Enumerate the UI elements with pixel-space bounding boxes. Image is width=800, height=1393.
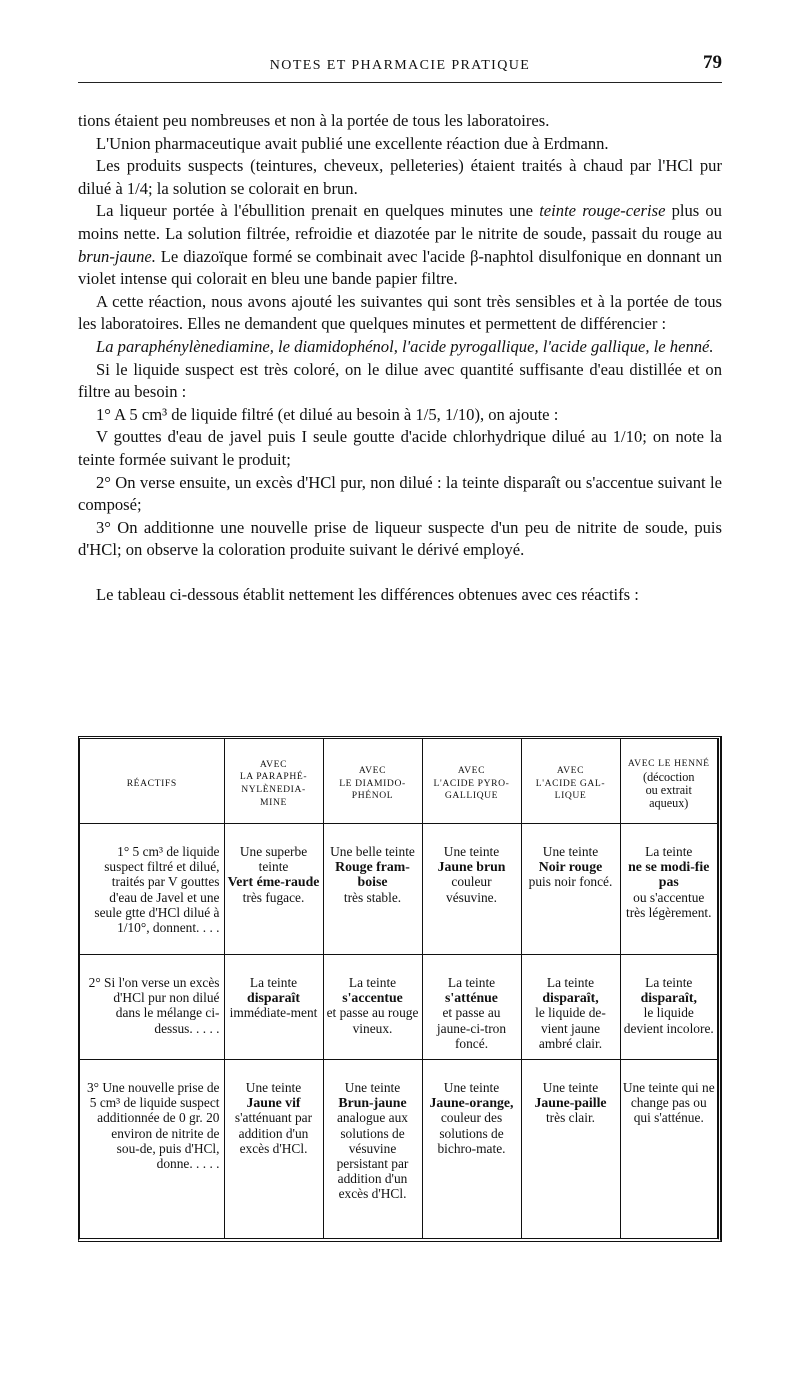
cell-gallique: Une teinte Noir rouge puis noir foncé. [521, 824, 620, 955]
reactifs-table [78, 736, 722, 1242]
cell-ppd: Une superbe teinte Vert éme-raude très fugace. [224, 824, 323, 955]
cell-henne: La teinte disparaît, le liquide devient incolore. [620, 955, 717, 1060]
cell-ppd: La teinte disparaît immédiate-ment [224, 955, 323, 1060]
header-diamidophenol: AVEC LE DIAMIDO- PHÉNOL [323, 739, 422, 824]
table-row [80, 955, 717, 1060]
cell-gallique: La teinte disparaît, le liquide de-vient jaune ambré clair. [521, 955, 620, 1060]
cell-pyrogallique: La teinte s'atténue et passe au jaune-ci-tron foncé. [422, 955, 521, 1060]
cell-pyrogallique: Une teinte Jaune-orange, couleur des solutions de bichro-mate. [422, 1060, 521, 1239]
header-acide-gallique: AVEC L'ACIDE GAL- LIQUE [521, 739, 620, 824]
italic-term: brun-jaune. [78, 246, 156, 266]
running-title: NOTES ET PHARMACIE PRATIQUE [269, 58, 531, 73]
paragraph: V gouttes d'eau de javel puis I seule goutte d'acide chlorhydrique dilué au 1/10; on note la teinte formée suivant le produit; [78, 427, 722, 469]
cell-diamidophenol: La teinte s'accentue et passe au rouge vineux. [323, 955, 422, 1060]
page-header [78, 52, 722, 83]
paragraph: A cette réaction, nous avons ajouté les suivantes qui sont très sensibles et à la portée de tous les laboratoires. Elles ne demandent que quelques minutes et permettent de différencier : [78, 291, 722, 334]
paragraph: 2° On verse ensuite, un excès d'HCl pur, non dilué : la teinte disparaît ou s'accentue suivant le composé; [78, 472, 722, 515]
header-acide-pyrogallique: AVEC L'ACIDE PYRO- GALLIQUE [422, 739, 521, 824]
cell-diamidophenol: Une belle teinte Rouge fram-boise très stable. [323, 824, 422, 955]
italic-term: teinte rouge-cerise [539, 201, 666, 221]
table-row [80, 1060, 717, 1239]
cell-pyrogallique: Une teinte Jaune brun couleur vésuvine. [422, 824, 521, 955]
paragraph: Les produits suspects (teintures, cheveux, pelleteries) étaient traités à chaud par l'HCl pur dilué à 1/4; la solution se colorait en brun. [78, 156, 722, 198]
cell-reactif: 2° Si l'on verse un excès d'HCl pur non dilué dans le mélange ci-dessus. . . . . [88, 975, 220, 1036]
paragraph: Si le liquide suspect est très coloré, on le dilue avec quantité suffisante d'eau distillée et on filtre au besoin : [78, 359, 722, 402]
comparison-table [80, 739, 717, 1238]
cell-reactif: 3° Une nouvelle prise de 5 cm³ de liquide suspect additionnée de 0 gr. 20 environ de nitrite de sou-de, puis d'HCl, donne. . . . . [86, 1080, 220, 1172]
paragraph: Le tableau ci-dessous établit nettement les différences obtenues avec ces réactifs : [96, 584, 639, 604]
cell-diamidophenol: Une teinte Brun-jaune analogue aux solutions de vésuvine persistant par addition d'un excès d'HCl. [323, 1060, 422, 1239]
cell-ppd: Une teinte Jaune vif s'atténuant par addition d'un excès d'HCl. [224, 1060, 323, 1239]
body-text [78, 110, 722, 606]
paragraph [78, 200, 722, 290]
table-header-row [80, 739, 717, 824]
header-paraphenylenediamine: AVEC LA PARAPHÉ- NYLÈNEDIA- MINE [224, 739, 323, 824]
cell-reactif: 1° 5 cm³ de liquide suspect filtré et dilué, traités par V gouttes d'eau de Javel et une seule gtte d'HCl dilué à 1/10°, donnent. . . . [94, 844, 220, 936]
text-run: plus ou moins nette. La solution filtrée, refroidie et diazotée par le nitrite de soude, passait du rouge au [78, 201, 722, 243]
paragraph: 3° On additionne une nouvelle prise de liqueur suspecte d'un peu de nitrite de soude, puis d'HCl; on observe la coloration produite suivant le dérivé employé. [78, 517, 722, 560]
table-row [80, 824, 717, 955]
paragraph: L'Union pharmaceutique avait publié une excellente réaction due à Erdmann. [96, 133, 609, 153]
text-run: La liqueur portée à l'ébullition prenait en quelques minutes une [96, 201, 540, 221]
paragraph: 1° A 5 cm³ de liquide filtré (et dilué au besoin à 1/5, 1/10), on ajoute : [96, 404, 559, 424]
cell-henne: Une teinte qui ne change pas ou qui s'atténue. [620, 1060, 717, 1239]
paragraph-italic: La paraphénylènediamine, le diamidophénol, l'acide pyrogallique, l'acide gallique, le henné. [96, 336, 714, 356]
page-number: 79 [703, 52, 722, 73]
header-henne: AVEC LE HENNÉ (décoction ou extrait aqueux) [620, 739, 717, 824]
paragraph: tions étaient peu nombreuses et non à la portée de tous les laboratoires. [78, 111, 550, 130]
header-reactifs: RÉACTIFS [80, 739, 224, 824]
cell-henne: La teinte ne se modi-fie pas ou s'accentue très légèrement. [620, 824, 717, 955]
cell-gallique: Une teinte Jaune-paille très clair. [521, 1060, 620, 1239]
text-run: Le diazoïque formé se combinait avec l'acide β-naphtol disulfonique en donnant un violet intense qui colorait en bleu une bande papier filtre. [78, 246, 722, 289]
